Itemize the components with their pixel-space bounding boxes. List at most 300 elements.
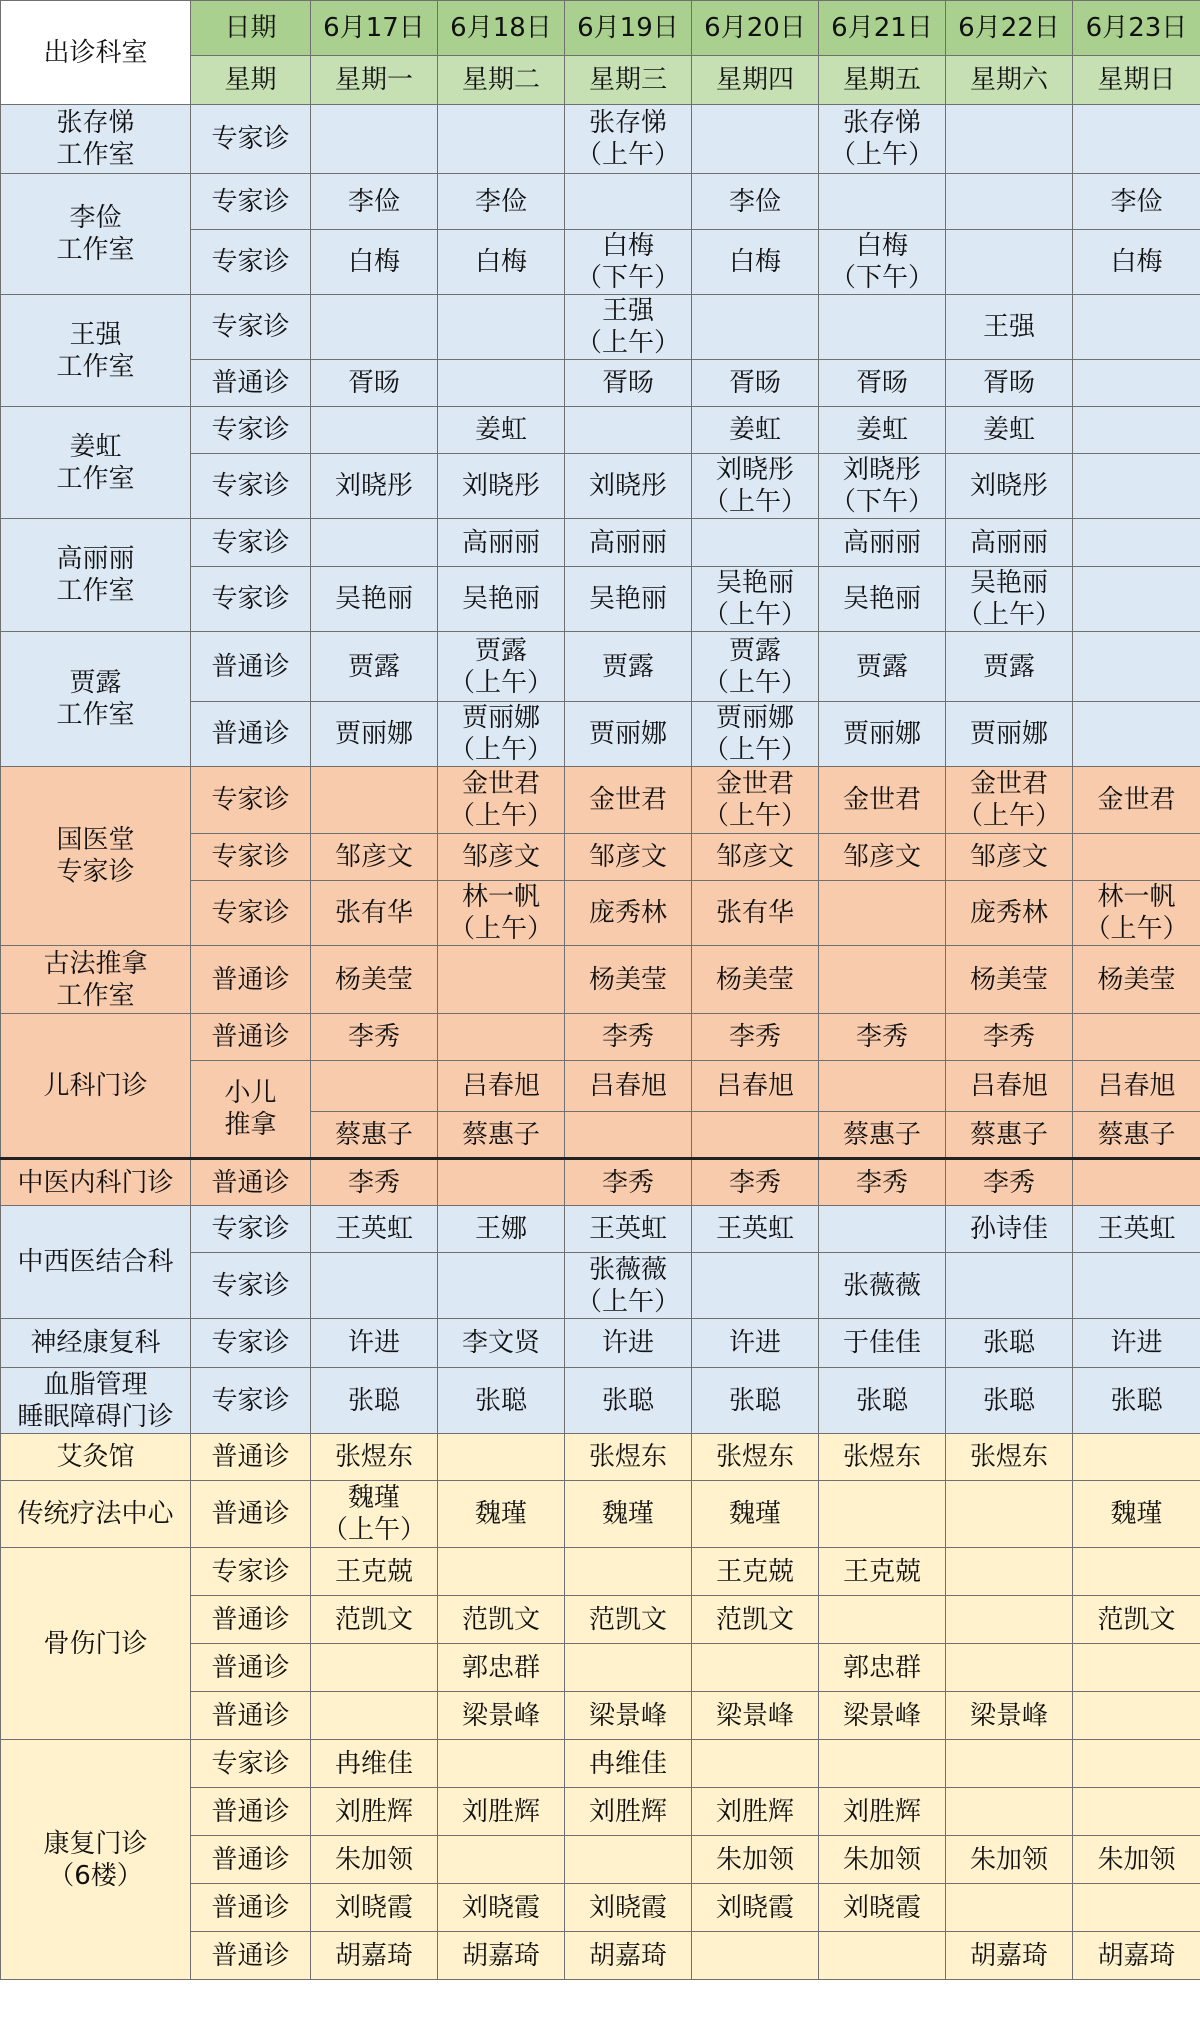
doctor-cell: 杨美莹 [692,946,819,1014]
doctor-cell: 魏瑾 [438,1481,565,1548]
schedule-row [1,174,1200,230]
department-name: 中西医结合科 [1,1206,191,1319]
doctor-cell: 杨美莹 [946,946,1073,1014]
doctor-cell [1073,1014,1200,1061]
header-corner: 出诊科室 [1,1,191,105]
doctor-cell: 吴艳丽 [311,567,438,632]
doctor-cell [1073,407,1200,454]
doctor-cell: 张聪 [1073,1368,1200,1434]
doctor-cell [565,1644,692,1692]
doctor-cell [819,1481,946,1548]
doctor-cell: 胡嘉琦 [1073,1932,1200,1980]
schedule-row [1,946,1200,1014]
doctor-cell: 高丽丽 [438,519,565,567]
department-name: 王强 工作室 [1,295,191,407]
doctor-cell [1073,1692,1200,1740]
doctor-cell [311,1061,438,1112]
doctor-cell [311,105,438,174]
date-cell: 6月21日 [819,1,946,56]
doctor-cell: 张聪 [565,1368,692,1434]
doctor-cell: 杨美莹 [565,946,692,1014]
doctor-cell [946,1884,1073,1932]
doctor-cell: 朱加领 [946,1836,1073,1884]
doctor-cell: 金世君 [1073,767,1200,834]
doctor-cell [438,946,565,1014]
department-name: 高丽丽 工作室 [1,519,191,632]
doctor-cell [1073,105,1200,174]
doctor-cell: 张薇薇 [819,1253,946,1319]
doctor-cell: 范凯文 [692,1596,819,1644]
department-name: 血脂管理 睡眠障碍门诊 [1,1368,191,1434]
doctor-cell [692,295,819,360]
doctor-cell: 王克兢 [692,1548,819,1596]
doctor-cell: 范凯文 [1073,1596,1200,1644]
doctor-cell: 梁景峰 [438,1692,565,1740]
department-name: 古法推拿 工作室 [1,946,191,1014]
doctor-cell: 李俭 [311,174,438,230]
doctor-cell: 刘晓霞 [565,1884,692,1932]
clinic-type: 小儿 推拿 [191,1061,311,1159]
doctor-cell: 许进 [692,1319,819,1368]
doctor-cell: 张聪 [819,1368,946,1434]
doctor-cell: 魏瑾 [565,1481,692,1548]
clinic-type: 专家诊 [191,1319,311,1368]
doctor-cell: 邹彦文 [565,834,692,881]
department-name: 李俭 工作室 [1,174,191,295]
doctor-cell: 刘晓彤 [565,454,692,519]
doctor-cell: 李秀 [819,1014,946,1061]
clinic-type: 普通诊 [191,1481,311,1548]
doctor-cell: 范凯文 [565,1596,692,1644]
doctor-cell [1073,1434,1200,1481]
doctor-cell [565,174,692,230]
doctor-cell: 金世君 [565,767,692,834]
doctor-cell [1073,632,1200,702]
doctor-cell: 吕春旭 [946,1061,1073,1112]
doctor-cell [946,105,1073,174]
doctor-cell: 刘晓彤 [946,454,1073,519]
doctor-cell [565,1548,692,1596]
doctor-cell [1073,295,1200,360]
doctor-cell: 杨美莹 [311,946,438,1014]
doctor-cell: 魏瑾 （上午） [311,1481,438,1548]
doctor-cell: 高丽丽 [946,519,1073,567]
doctor-cell [438,295,565,360]
doctor-cell [819,174,946,230]
schedule-row [1,632,1200,702]
clinic-type: 专家诊 [191,1368,311,1434]
doctor-cell: 王娜 [438,1206,565,1253]
doctor-cell: 张存悌 （上午） [565,105,692,174]
doctor-cell: 李秀 [692,1159,819,1206]
date-label: 日期 [191,1,311,56]
doctor-cell: 李秀 [565,1159,692,1206]
doctor-cell: 郭忠群 [819,1644,946,1692]
doctor-cell: 张煜东 [946,1434,1073,1481]
doctor-cell [819,1932,946,1980]
doctor-cell: 贾丽娜 [565,702,692,767]
doctor-cell: 许进 [311,1319,438,1368]
doctor-cell: 贾露 （上午） [692,632,819,702]
doctor-cell: 冉维佳 [311,1740,438,1788]
doctor-cell: 蔡惠子 [819,1112,946,1159]
department-name: 传统疗法中心 [1,1481,191,1548]
doctor-cell [819,1061,946,1112]
doctor-cell: 白梅 [311,230,438,295]
doctor-cell: 白梅 [1073,230,1200,295]
doctor-cell: 刘胜辉 [438,1788,565,1836]
doctor-cell: 白梅 （下午） [565,230,692,295]
department-name: 骨伤门诊 [1,1548,191,1740]
clinic-type: 普通诊 [191,702,311,767]
doctor-cell: 刘晓霞 [311,1884,438,1932]
doctor-cell: 张薇薇 （上午） [565,1253,692,1319]
weekday-label: 星期 [191,56,311,105]
doctor-cell: 白梅 （下午） [819,230,946,295]
doctor-cell: 贾露 [946,632,1073,702]
doctor-cell [438,1253,565,1319]
doctor-cell [819,1740,946,1788]
doctor-cell: 蔡惠子 [311,1112,438,1159]
doctor-cell: 高丽丽 [819,519,946,567]
clinic-type: 普通诊 [191,1932,311,1980]
doctor-cell: 朱加领 [311,1836,438,1884]
clinic-type: 普通诊 [191,1434,311,1481]
doctor-cell: 冉维佳 [565,1740,692,1788]
clinic-type: 普通诊 [191,360,311,407]
doctor-cell: 王英虹 [565,1206,692,1253]
schedule-row [1,767,1200,834]
doctor-cell: 姜虹 [438,407,565,454]
schedule-row [1,1319,1200,1368]
date-cell: 6月18日 [438,1,565,56]
doctor-cell [946,1740,1073,1788]
doctor-cell: 高丽丽 [565,519,692,567]
weekday-cell: 星期三 [565,56,692,105]
department-name: 张存悌 工作室 [1,105,191,174]
doctor-cell [819,946,946,1014]
doctor-cell: 刘胜辉 [311,1788,438,1836]
doctor-cell: 刘晓彤 （上午） [692,454,819,519]
doctor-cell: 邹彦文 [692,834,819,881]
doctor-cell: 梁景峰 [565,1692,692,1740]
clinic-type: 专家诊 [191,567,311,632]
clinic-type: 专家诊 [191,519,311,567]
doctor-cell: 李俭 [438,174,565,230]
doctor-cell [311,295,438,360]
schedule-row [1,1368,1200,1434]
doctor-cell: 朱加领 [1073,1836,1200,1884]
doctor-cell: 张聪 [438,1368,565,1434]
doctor-cell [946,1788,1073,1836]
doctor-cell: 金世君 （上午） [946,767,1073,834]
doctor-cell: 金世君 （上午） [438,767,565,834]
clinic-type: 专家诊 [191,1253,311,1319]
doctor-cell: 邹彦文 [438,834,565,881]
weekday-cell: 星期六 [946,56,1073,105]
schedule-row [1,105,1200,174]
schedule-row [1,407,1200,454]
doctor-cell: 魏瑾 [1073,1481,1200,1548]
doctor-cell: 于佳佳 [819,1319,946,1368]
weekday-cell: 星期四 [692,56,819,105]
doctor-cell [1073,702,1200,767]
doctor-cell [311,1692,438,1740]
doctor-cell: 吴艳丽 （上午） [692,567,819,632]
doctor-cell [946,1548,1073,1596]
doctor-cell: 胥旸 [311,360,438,407]
doctor-cell [946,1253,1073,1319]
doctor-cell: 蔡惠子 [1073,1112,1200,1159]
doctor-cell: 胡嘉琦 [438,1932,565,1980]
doctor-cell: 张煜东 [819,1434,946,1481]
department-name: 艾灸馆 [1,1434,191,1481]
doctor-cell [1073,1548,1200,1596]
doctor-cell: 刘晓彤 [438,454,565,519]
doctor-cell [311,1253,438,1319]
doctor-cell: 胥旸 [946,360,1073,407]
doctor-cell: 朱加领 [692,1836,819,1884]
date-cell: 6月17日 [311,1,438,56]
doctor-cell: 李秀 [565,1014,692,1061]
doctor-cell: 邹彦文 [311,834,438,881]
clinic-type: 普通诊 [191,1692,311,1740]
doctor-cell: 吴艳丽 [565,567,692,632]
clinic-type: 专家诊 [191,1206,311,1253]
doctor-cell [438,1434,565,1481]
clinic-type: 普通诊 [191,632,311,702]
department-name: 姜虹 工作室 [1,407,191,519]
schedule-row [1,1434,1200,1481]
doctor-cell: 胥旸 [819,360,946,407]
doctor-cell: 郭忠群 [438,1644,565,1692]
doctor-cell: 胥旸 [692,360,819,407]
clinic-type: 普通诊 [191,1014,311,1061]
doctor-cell [565,1836,692,1884]
clinic-type: 专家诊 [191,295,311,360]
doctor-cell: 金世君 （上午） [692,767,819,834]
doctor-cell: 吴艳丽 [819,567,946,632]
clinic-type: 专家诊 [191,174,311,230]
doctor-cell: 贾丽娜 [946,702,1073,767]
doctor-cell [1073,567,1200,632]
doctor-cell [946,1644,1073,1692]
clinic-type: 普通诊 [191,1836,311,1884]
doctor-cell: 吴艳丽 （上午） [946,567,1073,632]
doctor-cell [438,1740,565,1788]
department-name: 儿科门诊 [1,1014,191,1159]
doctor-cell [438,1014,565,1061]
doctor-cell [438,1548,565,1596]
doctor-cell [311,519,438,567]
schedule-row [1,1159,1200,1206]
doctor-cell: 王英虹 [692,1206,819,1253]
doctor-cell: 范凯文 [438,1596,565,1644]
doctor-cell: 李秀 [311,1014,438,1061]
doctor-cell: 李秀 [946,1014,1073,1061]
doctor-cell: 张煜东 [565,1434,692,1481]
clinic-type: 专家诊 [191,407,311,454]
doctor-cell: 贾丽娜 [819,702,946,767]
doctor-cell: 吕春旭 [1073,1061,1200,1112]
doctor-cell [565,1112,692,1159]
clinic-type: 普通诊 [191,1788,311,1836]
doctor-cell: 吕春旭 [438,1061,565,1112]
doctor-cell [311,407,438,454]
doctor-cell: 张聪 [692,1368,819,1434]
doctor-cell: 蔡惠子 [946,1112,1073,1159]
doctor-cell: 魏瑾 [692,1481,819,1548]
date-cell: 6月22日 [946,1,1073,56]
doctor-cell [1073,1644,1200,1692]
clinic-type: 专家诊 [191,767,311,834]
doctor-cell: 蔡惠子 [438,1112,565,1159]
clinic-type: 专家诊 [191,834,311,881]
doctor-cell: 李秀 [311,1159,438,1206]
schedule-row [1,1481,1200,1548]
schedule-row [1,1548,1200,1596]
doctor-cell: 孙诗佳 [946,1206,1073,1253]
doctor-cell [438,360,565,407]
doctor-cell [311,767,438,834]
date-cell: 6月23日 [1073,1,1200,56]
doctor-cell: 贾丽娜 [311,702,438,767]
doctor-cell: 贾丽娜 （上午） [692,702,819,767]
doctor-cell: 姜虹 [946,407,1073,454]
doctor-cell: 张聪 [311,1368,438,1434]
doctor-cell: 姜虹 [819,407,946,454]
clinic-type: 专家诊 [191,230,311,295]
doctor-cell [946,230,1073,295]
clinic-type: 普通诊 [191,1159,311,1206]
doctor-cell [692,1253,819,1319]
schedule-row [1,1014,1200,1061]
department-name: 国医堂 专家诊 [1,767,191,946]
doctor-cell: 刘胜辉 [565,1788,692,1836]
doctor-cell: 王英虹 [311,1206,438,1253]
clinic-type: 专家诊 [191,881,311,946]
doctor-cell: 庞秀林 [565,881,692,946]
doctor-cell: 王强 （上午） [565,295,692,360]
doctor-cell [1073,834,1200,881]
doctor-cell [565,407,692,454]
doctor-cell: 李秀 [692,1014,819,1061]
doctor-cell: 刘胜辉 [819,1788,946,1836]
doctor-cell [692,1112,819,1159]
doctor-cell [692,1932,819,1980]
schedule-row [1,1206,1200,1253]
doctor-cell: 刘晓彤 [311,454,438,519]
doctor-cell [692,1644,819,1692]
doctor-cell: 邹彦文 [946,834,1073,881]
doctor-cell: 胡嘉琦 [946,1932,1073,1980]
clinic-type: 普通诊 [191,1884,311,1932]
doctor-cell: 吕春旭 [692,1061,819,1112]
doctor-cell: 白梅 [438,230,565,295]
doctor-cell: 姜虹 [692,407,819,454]
doctor-cell [438,1836,565,1884]
doctor-cell: 张煜东 [311,1434,438,1481]
doctor-cell: 张存悌 （上午） [819,105,946,174]
doctor-cell: 李俭 [1073,174,1200,230]
doctor-cell: 庞秀林 [946,881,1073,946]
doctor-cell: 林一帆 （上午） [1073,881,1200,946]
clinic-type: 普通诊 [191,1596,311,1644]
weekday-cell: 星期五 [819,56,946,105]
doctor-cell: 王克兢 [311,1548,438,1596]
doctor-cell: 刘晓彤 （下午） [819,454,946,519]
doctor-cell [819,881,946,946]
schedule-row [1,295,1200,360]
doctor-cell: 贾露 [819,632,946,702]
doctor-cell [692,105,819,174]
doctor-cell: 李俭 [692,174,819,230]
department-name: 康复门诊 （6楼） [1,1740,191,1980]
doctor-cell: 杨美莹 [1073,946,1200,1014]
doctor-cell: 贾露 [565,632,692,702]
doctor-cell: 张聪 [946,1319,1073,1368]
doctor-cell: 胥旸 [565,360,692,407]
doctor-cell: 张煜东 [692,1434,819,1481]
weekday-cell: 星期日 [1073,56,1200,105]
weekday-cell: 星期二 [438,56,565,105]
doctor-cell [946,1596,1073,1644]
doctor-cell [692,519,819,567]
doctor-cell [1073,1884,1200,1932]
doctor-cell: 许进 [1073,1319,1200,1368]
doctor-cell: 贾露 （上午） [438,632,565,702]
doctor-cell: 刘晓霞 [438,1884,565,1932]
doctor-cell: 刘胜辉 [692,1788,819,1836]
doctor-cell: 李秀 [946,1159,1073,1206]
doctor-cell [1073,1159,1200,1206]
doctor-cell: 王克兢 [819,1548,946,1596]
doctor-cell: 李秀 [819,1159,946,1206]
doctor-cell: 胡嘉琦 [311,1932,438,1980]
doctor-cell [692,1740,819,1788]
doctor-cell: 梁景峰 [819,1692,946,1740]
doctor-cell: 梁景峰 [692,1692,819,1740]
clinic-type: 普通诊 [191,1644,311,1692]
doctor-cell: 贾露 [311,632,438,702]
doctor-cell [311,1644,438,1692]
clinic-type: 专家诊 [191,105,311,174]
doctor-cell: 张有华 [692,881,819,946]
date-cell: 6月19日 [565,1,692,56]
date-cell: 6月20日 [692,1,819,56]
schedule-row [1,519,1200,567]
doctor-cell [819,1596,946,1644]
clinic-type: 专家诊 [191,1740,311,1788]
doctor-cell: 吕春旭 [565,1061,692,1112]
doctor-cell [819,1206,946,1253]
doctor-cell: 张有华 [311,881,438,946]
doctor-cell: 李文贤 [438,1319,565,1368]
doctor-cell: 梁景峰 [946,1692,1073,1740]
doctor-cell: 张聪 [946,1368,1073,1434]
doctor-cell: 吴艳丽 [438,567,565,632]
doctor-cell [1073,519,1200,567]
doctor-cell: 白梅 [692,230,819,295]
doctor-cell [1073,1740,1200,1788]
doctor-cell [946,174,1073,230]
doctor-cell [819,295,946,360]
header-date-row [1,1,1200,56]
weekday-cell: 星期一 [311,56,438,105]
doctor-cell [438,105,565,174]
doctor-cell [1073,360,1200,407]
clinic-type: 专家诊 [191,1548,311,1596]
